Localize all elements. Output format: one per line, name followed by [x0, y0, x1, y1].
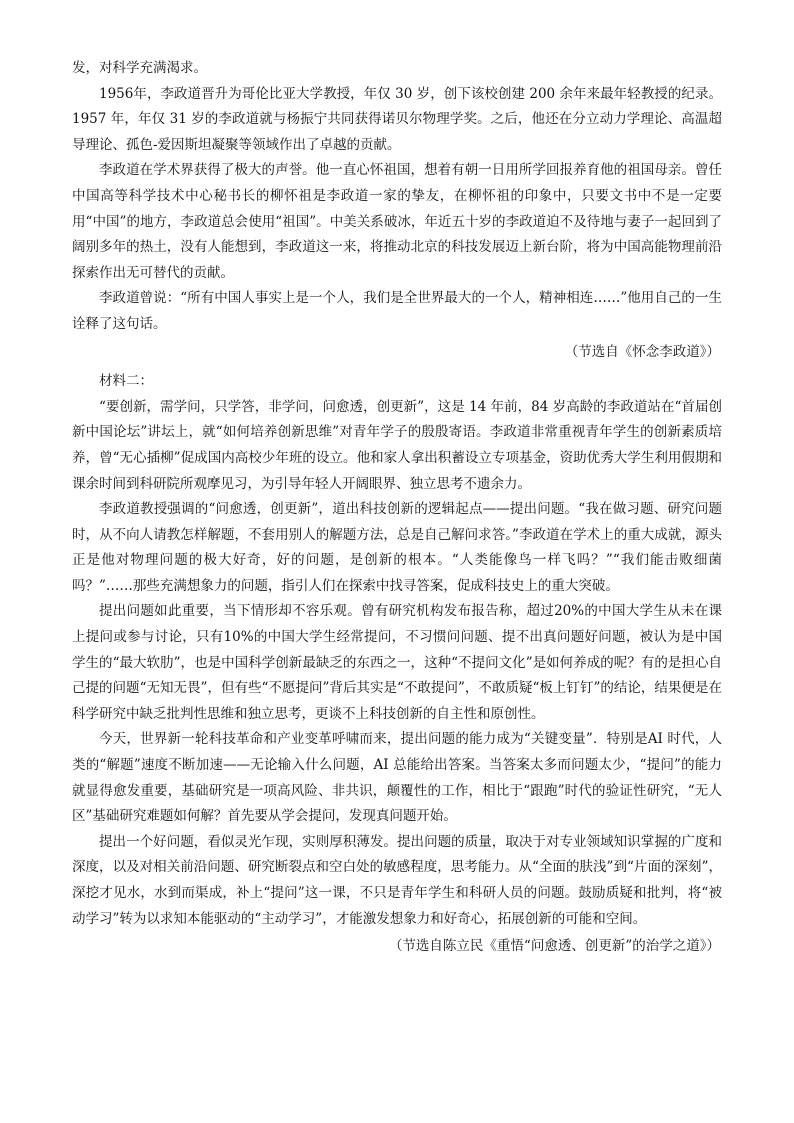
material-2-heading: 材料二： — [99, 373, 153, 390]
paragraph-current-situation: 提出问题如此重要，当下情形却不容乐观。曾有研究机构发布报告称，超过20%的中国大学生从未在课上提问或参与讨论，只有10%的中国大学生经常提问，不习惯问问题、提不出真问题好问题，被认为是中国学生的“最大软肋”，也是中国科学创新最缺乏的东西之一，这种“不提问文化”是如何养成的呢？有的是担心自己提的问题“无知无畏”，但有些“不愿提问”背后其实是“不敢提问”，不敢质疑“板上钉钉”的结论，结果便是在科学研究中缺乏批判性思维和独立思考，更谈不上科技创新的自主性和原创性。 — [72, 603, 722, 722]
paragraph-asking-questions: 李政道教授强调的“问愈透，创更新”，道出科技创新的逻辑起点——提出问题。“我在做习题、研究问题时，从不向人请教怎样解题，不套用别人的解题方法，总是自己解问求答。”李政道在学术上的重大成就，源头正是他对物理问题的极大好奇，好的问题，是创新的根本。“人类能像鸟一样飞吗？”“我们能击败细菌吗？”……那些充满想象力的问题，指引人们在探索中找寻答案，促成科技史上的重大突破。 — [72, 501, 722, 594]
document-page — [72, 56, 722, 964]
paragraph-good-question: 提出一个好问题，看似灵光乍现，实则厚积薄发。提出问题的质量，取决于对专业领域知识掌握的广度和深度，以及对相关前沿问题、研究断裂点和空白处的敏感程度，思考能力。从“全面的肤浅”到“片面的深刻”，深挖才见水，水到而渠成，补上“提问”这一课，不只是青年学生和科研人员的问题。鼓励质疑和批判，将“被动学习”转为以求知本能驱动的“主动学习”，才能激发想象力和好奇心，拓展创新的可能和空间。 — [72, 833, 722, 927]
paragraph-quote: 李政道曾说：“所有中国人事实上是一个人，我们是全世界最大的一个人，精神相连……”他用自己的一生诠释了这句话。 — [72, 290, 722, 332]
paragraph-1956: 1956年，李政道晋升为哥伦比亚大学教授，年仅 30 岁，创下该校创建 200 余年来最年轻教授的纪录。1957 年，年仅 31 岁的李政道就与杨振宁共同获得诺贝尔物理学奖。之后，他还在分立动力学理论、高温超导理论、孤色-爱因斯坦凝聚等领域作出了卓越的贡献。 — [72, 85, 722, 153]
source-citation-1: （节选自《怀念李政道》） — [564, 343, 720, 360]
source-citation-2: （节选自陈立民《重悟“问愈透、创更新”的治学之道》） — [388, 938, 720, 955]
paragraph-ai-era: 今天，世界新一轮科技革命和产业变革呼啸而来，提出问题的能力成为“关键变量”．特别是AI 时代，人类的“解题”速度不断加速——无论输入什么问题，AI 总能给出答案。当答案太多而问题太少，“提问”的能力就显得愈发重要，基础研究是一项高风险、非共识，颠覆性的工作，相比于“跟跑”时代的验证性研究，“无人区”基础研究难题如何解？首先要从学会提问，发现真问题开始。 — [72, 731, 722, 825]
paragraph-reputation: 李政道在学术界获得了极大的声誉。他一直心怀祖国，想着有朝一日用所学回报养育他的祖国母亲。曾任中国高等科学技术中心秘书长的柳怀祖是李政道一家的挚友，在柳怀祖的印象中，只要文书中不是一定要用“中国”的地方，李政道总会使用“祖国”。中美关系破冰，年近五十岁的李政道迫不及待地与妻子一起回到了阔别多年的热土，没有人能想到，李政道这一来，将推动北京的科技发展迈上新台阶，将为中国高能物理前沿探索作出无可替代的贡献。 — [72, 162, 722, 281]
paragraph-innovation-quote: “要创新，需学问，只学答，非学问，问愈透，创更新”，这是 14 年前，84 岁高龄的李政道站在“首届创新中国论坛”讲坛上，就“如何培养创新思维”对青年学子的殷殷寄语。李政道非常重视青年学生的创新素质培养，曾“无心插柳”促成国内高校少年班的设立。他和家人拿出积蓄设立专项基金，资助优秀大学生利用假期和课余时间到科研院所观摩见习，为引导年轻人开阔眼界、独立思考不遗余力。 — [72, 398, 722, 492]
paragraph-continuation: 发，对科学充满渴求。 — [72, 60, 207, 76]
